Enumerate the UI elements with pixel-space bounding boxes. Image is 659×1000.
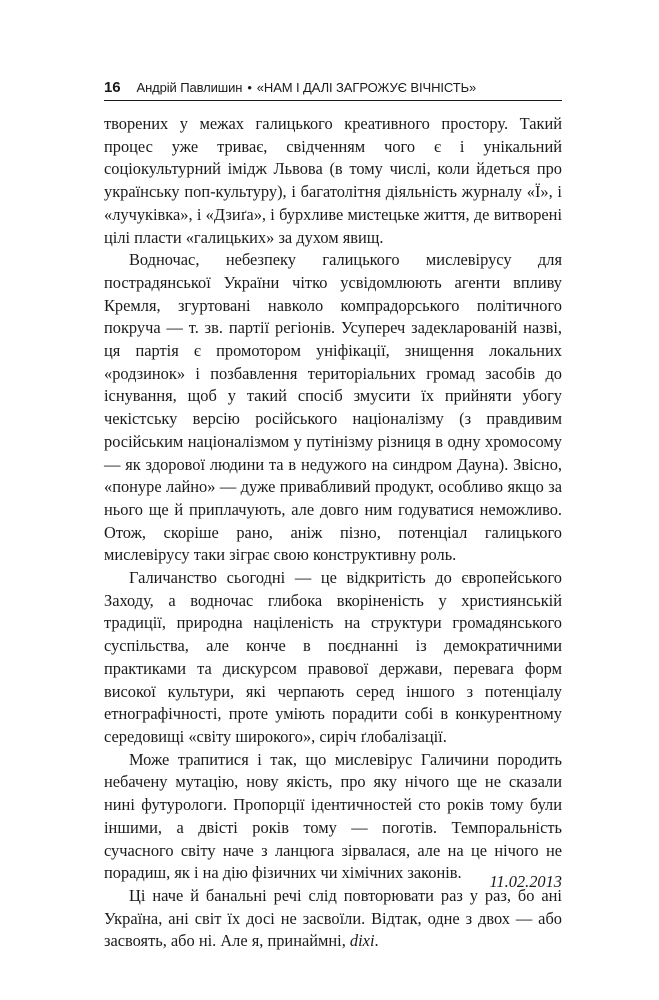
- body-text: [104, 113, 562, 953]
- paragraph-5: [104, 885, 562, 953]
- page-number: 16: [104, 79, 121, 96]
- closing-punctuation: .: [374, 931, 379, 951]
- paragraph-5-text: Ці наче й банальні речі слід повторювати раз у раз, бо ані Україна, ані світ їх досі не засвоїли. Відтак, одне з двох — або засвоять, або ні. Але я, принаймні,: [104, 885, 562, 951]
- header-separator: •: [247, 80, 252, 95]
- author-name: Андрій Павлишин: [136, 80, 243, 95]
- running-header: [104, 79, 562, 96]
- paragraph-3: Галичанство сьогодні — це відкритість до європейського Заходу, а водночас глибока вкоріненість у християнській традиції, природна націленість на структури громадянського суспільства, але конче в поєднанні із демократичними практиками та дискурсом правової держави, перевага форм високої культури, які черпають серед іншого з потенціалу етнографічності, проте уміють порадити собі в конкурентному середовищі «світу широкого», сиріч ґлобалізації.: [104, 568, 562, 746]
- paragraph-1: творених у межах галицького креативного простору. Такий процес уже триває, свідченням чого є і унікальний соціокультурний імідж Львова (в тому числі, коли йдеться про українську поп-культуру), і багатолітня діяльність журналу «Ї», і «лучуківка», і «Дзиґа», і бурхливе мистецьке життя, де витворені цілі пласти «галицьких» за духом явищ.: [104, 114, 562, 247]
- paragraph-4: Може трапитися і так, що мислевірус Галичини породить небачену мутацію, нову якість, про яку нічого ще не сказали нині футурологи. Пропорції ідентичностей сто років тому були іншими, а двісті років тому — поготів. Темпоральність сучасного світу наче з ланцюга зірвалася, але на це нічого не порадиш, як і на дію фізичних чи хімічних законів.: [104, 749, 562, 883]
- paragraph-2: Водночас, небезпеку галицького мислевірусу для пострадянської України чітко усвідомлюють агенти впливу Кремля, згуртовані навколо компрадорського політичного покруча — т. зв. партії регіонів. Усупереч задекларованій назві, ця партія є промотором уніфікації, знищення локальних «родзинок» і позбавлення територіальних громад засобів до існування, щоб у такий спосіб змусити їх прийняти убогу чекістську версію російського націоналізму (з правдивим російським націоналізмом у путінізму різниця в одну хромосому — як здорової людини та в недужого на синдром Дауна). Звісно, «понуре лайно» — дуже привабливий продукт, особливо якщо за нього ще й приплачують, але довго ним годуватися неможливо. Отож, скоріше рано, аніж пізно, потенціал галицького мислевірусу таки зіграє свою конструктивну роль.: [104, 250, 562, 565]
- book-title: «НАМ І ДАЛІ ЗАГРОЖУЄ ВІЧНІСТЬ»: [256, 80, 477, 95]
- closing-word: dixi: [349, 931, 375, 951]
- article-date: 11.02.2013: [489, 872, 562, 891]
- header-rule: [104, 100, 562, 101]
